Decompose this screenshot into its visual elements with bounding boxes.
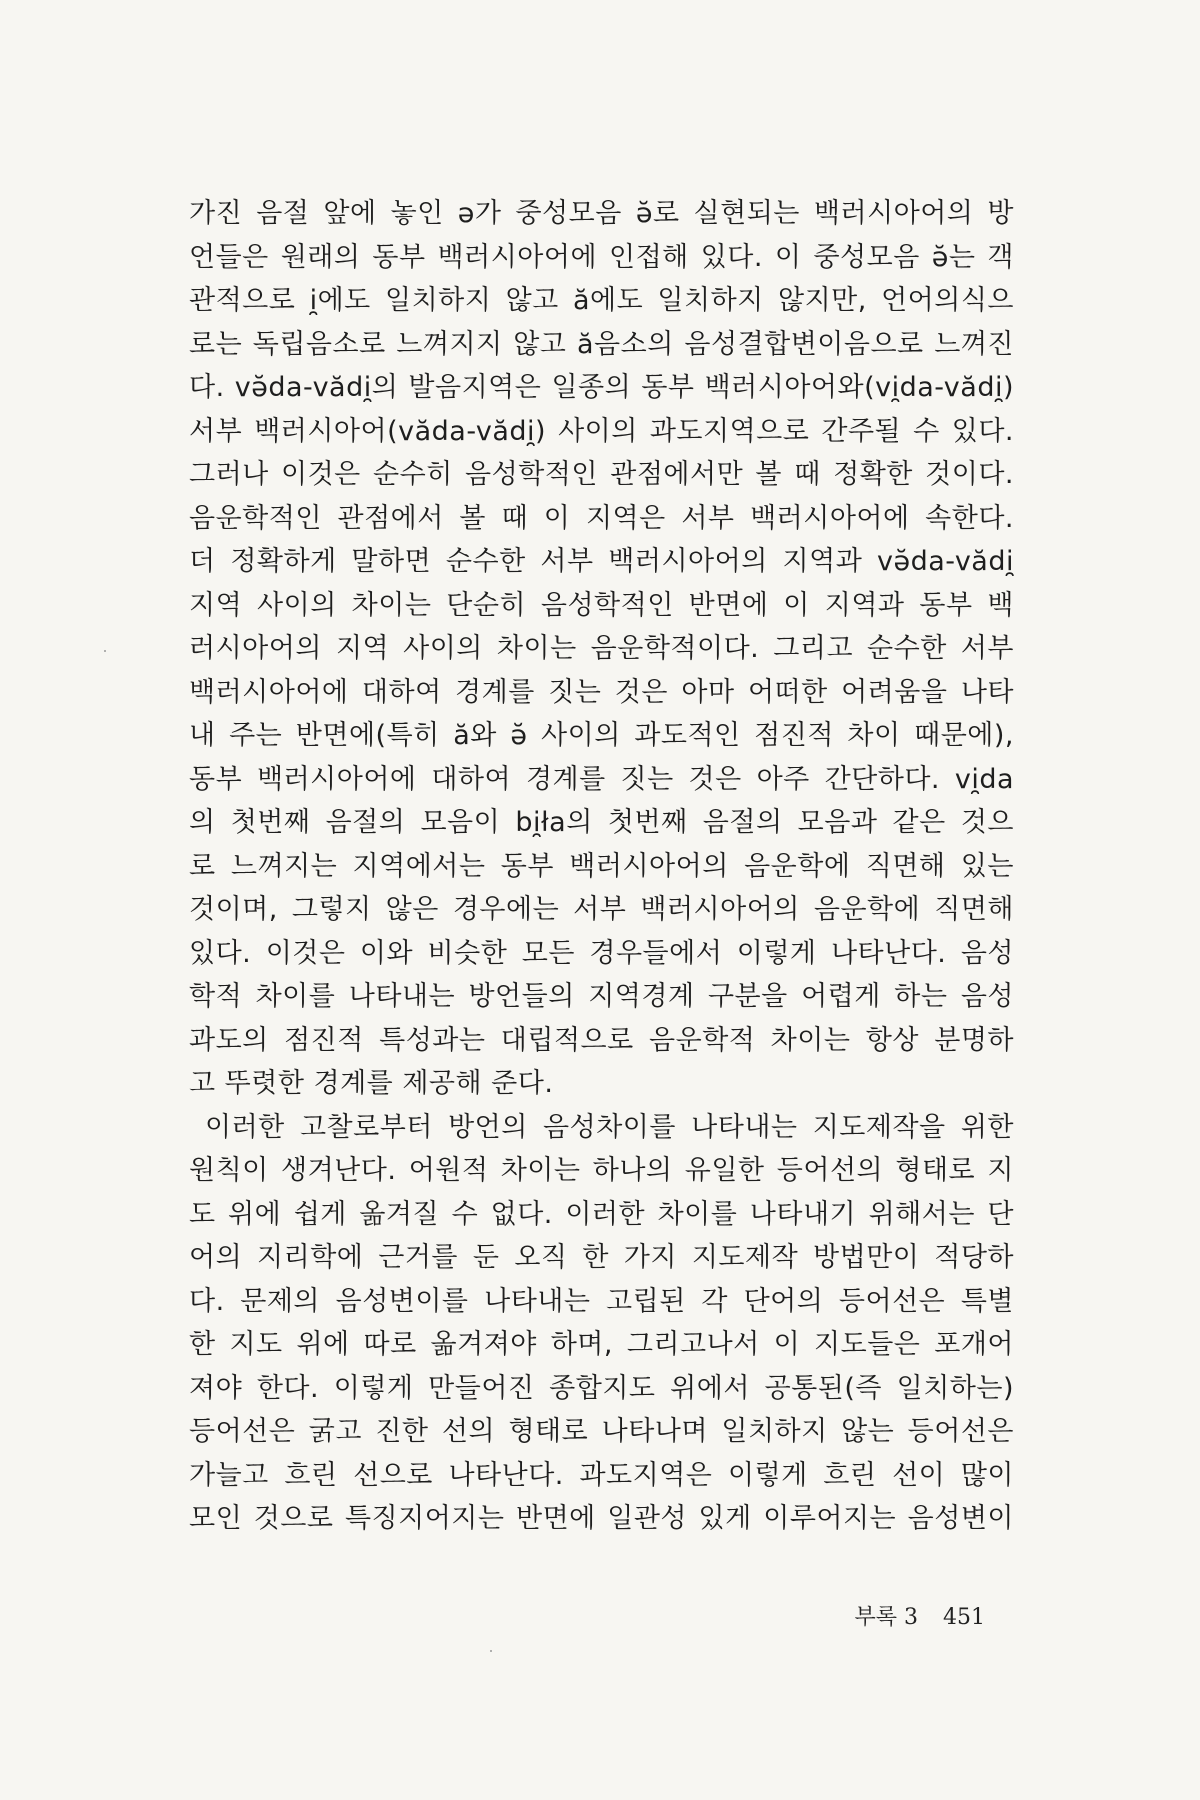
scan-speck [104, 650, 106, 652]
text-line: 더 정확하게 말하면 순수한 서부 백러시아어의 지역과 və̆da-vădi̯ [189, 546, 1014, 577]
text-line: 로는 독립음소로 느껴지지 않고 ă음소의 음성결합변이음으로 느껴진 [189, 328, 1014, 360]
text-line: 서부 백러시아어(văda-vădi̯) 사이의 과도지역으로 간주될 수 있다. [189, 415, 1014, 447]
section-label: 부록 3 [854, 1605, 918, 1630]
text-line: 어의 지리학에 근거를 둔 오직 한 가지 지도제작 방법만이 적당하 [189, 1242, 1014, 1273]
text-line: 학적 차이를 나타내는 방언들의 지역경계 구분을 어렵게 하는 음성 [189, 981, 1014, 1012]
text-line: 도 위에 쉽게 옮겨질 수 없다. 이러한 차이를 나타내기 위해서는 단 [189, 1198, 1014, 1230]
text-line: 한 지도 위에 따로 옮겨져야 하며, 그리고나서 이 지도들은 포개어 [189, 1329, 1014, 1360]
text-line: 내 주는 반면에(특히 ă와 ə̆ 사이의 과도적인 점진적 차이 때문에), [189, 720, 1014, 751]
page-footer [855, 1600, 986, 1631]
text-line: 고 뚜렷한 경계를 제공해 준다. [189, 1068, 554, 1099]
text-line: 언들은 원래의 동부 백러시아어에 인접해 있다. 이 중성모음 ə̆는 객 [189, 241, 1014, 273]
text-line: 러시아어의 지역 사이의 차이는 음운학적이다. 그리고 순수한 서부 [189, 633, 1014, 664]
text-line: 가늘고 흐린 선으로 나타난다. 과도지역은 이렇게 흐린 선이 많이 [189, 1459, 1014, 1491]
text-line: 로 느껴지는 지역에서는 동부 백러시아어의 음운학에 직면해 있는 [189, 850, 1014, 882]
text-line: 가진 음절 앞에 놓인 ə가 중성모음 ə̆로 실현되는 백러시아어의 방 [189, 198, 1014, 229]
text-line: 모인 것으로 특징지어지는 반면에 일관성 있게 이루어지는 음성변이 [189, 1503, 1014, 1534]
text-line: 원칙이 생겨난다. 어원적 차이는 하나의 유일한 등어선의 형태로 지 [189, 1155, 1014, 1186]
text-line: 것이며, 그렇지 않은 경우에는 서부 백러시아어의 음운학에 직면해 [189, 894, 1014, 925]
text-line: 백러시아어에 대하여 경계를 짓는 것은 아마 어떠한 어려움을 나타 [189, 676, 1014, 708]
text-line: 의 첫번째 음절의 모음이 bi̯ła의 첫번째 음절의 모음과 같은 것으 [189, 807, 1014, 838]
text-line: 지역 사이의 차이는 단순히 음성학적인 반면에 이 지역과 동부 백 [189, 589, 1014, 621]
text-line: 져야 한다. 이렇게 만들어진 종합지도 위에서 공통된(즉 일치하는) [189, 1372, 1014, 1404]
text-line: 그러나 이것은 순수히 음성학적인 관점에서만 볼 때 정확한 것이다. [189, 459, 1014, 490]
text-line: 관적으로 i̯에도 일치하지 않고 ă에도 일치하지 않지만, 언어의식으 [189, 285, 1014, 316]
text-line: 있다. 이것은 이와 비슷한 모든 경우들에서 이렇게 나타난다. 음성 [189, 937, 1014, 969]
text-line: 동부 백러시아어에 대하여 경계를 짓는 것은 아주 간단하다. vi̯da [189, 763, 1014, 795]
body-text [189, 192, 1014, 1541]
text-line: 음운학적인 관점에서 볼 때 이 지역은 서부 백러시아어에 속한다. [189, 502, 1014, 534]
text-line: 다. və̆da-vădi̯의 발음지역은 일종의 동부 백러시아어와(vi̯da-vădi̯) [189, 372, 1014, 403]
scan-speck [490, 1650, 492, 1652]
page-number: 451 [943, 1605, 985, 1630]
text-line: 과도의 점진적 특성과는 대립적으로 음운학적 차이는 항상 분명하 [189, 1024, 1014, 1056]
text-line: 이러한 고찰로부터 방언의 음성차이를 나타내는 지도제작을 위한 [205, 1111, 1014, 1143]
text-line: 다. 문제의 음성변이를 나타내는 고립된 각 단어의 등어선은 특별 [189, 1285, 1014, 1317]
text-line: 등어선은 굵고 진한 선의 형태로 나타나며 일치하지 않는 등어선은 [189, 1416, 1014, 1447]
